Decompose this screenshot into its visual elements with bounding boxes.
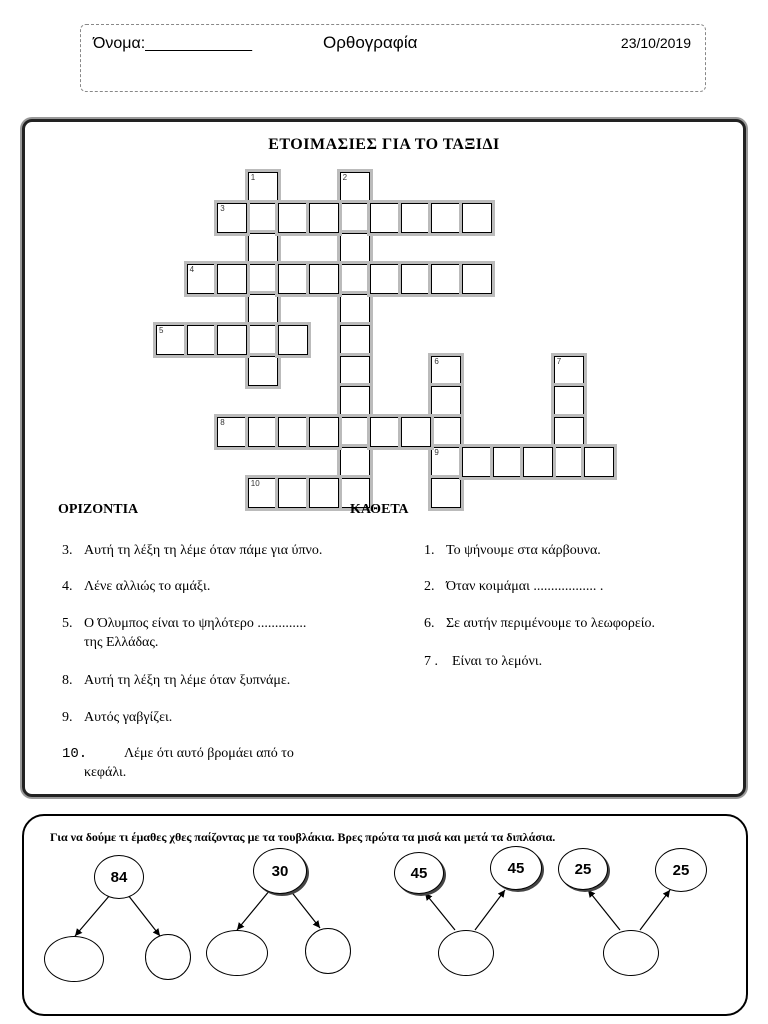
cell-number: 8 <box>220 417 225 427</box>
cell-number: 7 <box>556 356 562 366</box>
crossword-cell[interactable] <box>217 417 247 447</box>
clue-number: 4. <box>62 579 73 594</box>
answer-circle[interactable] <box>603 930 659 976</box>
crossword-cell[interactable] <box>187 325 217 355</box>
crossword-cell[interactable] <box>370 264 400 294</box>
crossword-cell[interactable] <box>462 203 492 233</box>
crossword-cell[interactable] <box>248 417 278 447</box>
crossword-cell[interactable] <box>340 386 370 416</box>
crossword-cell[interactable] <box>248 172 278 202</box>
crossword-cell[interactable] <box>431 386 461 416</box>
cell-number: 5 <box>159 326 164 335</box>
clue-number: 6. <box>424 616 435 631</box>
clue-across-5-cont <box>62 633 158 653</box>
crossword-cell[interactable] <box>248 478 278 508</box>
clue-across-5 <box>62 614 306 634</box>
clue-down-1 <box>424 541 601 561</box>
number-circle: 25 <box>655 848 707 892</box>
clue-text: Αυτή τη λέξη τη λέμε όταν ξυπνάμε. <box>84 673 291 688</box>
clue-number: 10. <box>62 746 88 762</box>
crossword-cell[interactable] <box>584 447 614 477</box>
crossword-cell[interactable] <box>217 264 247 294</box>
clue-across-10 <box>62 744 294 764</box>
crossword-cell[interactable] <box>278 325 308 355</box>
clue-across-3 <box>62 541 322 561</box>
crossword-cell[interactable] <box>340 294 370 324</box>
crossword-cell[interactable] <box>462 264 492 294</box>
clue-text: Αυτός γαβγίζει. <box>84 710 173 725</box>
crossword-cell[interactable] <box>248 294 278 324</box>
clue-text: Λέμε ότι αυτό βρομάει από το <box>124 746 294 761</box>
crossword-cell[interactable] <box>523 447 553 477</box>
clue-across-8 <box>62 671 290 691</box>
clue-text: Το ψήνουμε στα κάρβουνα. <box>446 543 601 558</box>
answer-circle[interactable] <box>305 928 351 974</box>
crossword-cell[interactable] <box>340 417 370 447</box>
crossword-cell[interactable] <box>309 417 339 447</box>
clue-text: Σε αυτήν περιμένουμε το λεωφορείο. <box>446 616 656 631</box>
down-heading: ΚΑΘΕΤΑ <box>350 502 409 517</box>
clue-across-4 <box>62 577 210 597</box>
clue-down-6 <box>424 614 655 634</box>
crossword-cell[interactable] <box>431 203 461 233</box>
crossword-cell[interactable] <box>340 447 370 477</box>
crossword-cell[interactable] <box>431 478 461 508</box>
clue-number: 5. <box>62 616 73 631</box>
number-circle: 45 <box>490 846 542 890</box>
clue-across-10-cont <box>84 763 126 783</box>
crossword-cell[interactable] <box>309 264 339 294</box>
number-circle: 45 <box>394 852 444 894</box>
crossword-cell[interactable] <box>462 447 492 477</box>
crossword-cell[interactable] <box>554 447 584 477</box>
crossword-cell[interactable] <box>431 356 461 386</box>
crossword-cell[interactable] <box>340 356 370 386</box>
crossword-cell[interactable] <box>248 264 278 294</box>
crossword-cell[interactable] <box>278 417 308 447</box>
cell-number: 10 <box>250 479 260 488</box>
clue-number: 7 . <box>424 654 438 669</box>
crossword-cell[interactable] <box>401 417 431 447</box>
crossword-cell[interactable] <box>248 233 278 263</box>
clue-text: Λένε αλλιώς το αμάξι. <box>84 579 211 594</box>
clue-down-2 <box>424 577 603 597</box>
crossword-cell[interactable] <box>309 478 339 508</box>
answer-circle[interactable] <box>145 934 191 980</box>
crossword-cell[interactable] <box>278 203 308 233</box>
crossword-cell[interactable] <box>248 203 278 233</box>
across-heading: ΟΡΙΖΟΝΤΙΑ <box>58 502 139 517</box>
crossword-cell[interactable] <box>401 203 431 233</box>
clue-number: 8. <box>62 673 73 688</box>
cell-number: 9 <box>434 448 439 458</box>
crossword-cell[interactable] <box>431 264 461 294</box>
answer-circle[interactable] <box>206 930 268 976</box>
crossword-cell[interactable] <box>278 478 308 508</box>
crossword-cell[interactable] <box>340 264 370 294</box>
crossword-cell[interactable] <box>370 203 400 233</box>
crossword-cell[interactable] <box>340 203 370 233</box>
clue-text: Είναι το λεμόνι. <box>452 654 543 669</box>
cell-number: 1 <box>250 173 256 182</box>
answer-circle[interactable] <box>44 936 104 982</box>
crossword-cell[interactable] <box>340 172 370 202</box>
crossword-cell[interactable] <box>431 447 461 477</box>
crossword-cell[interactable] <box>340 325 370 355</box>
name-field[interactable]: Όνομα:____________ <box>93 35 252 52</box>
crossword-cell[interactable] <box>156 325 186 355</box>
worksheet-title: Ορθογραφία <box>323 33 418 52</box>
crossword-cell[interactable] <box>248 325 278 355</box>
math-instruction: Για να δούμε τι έμαθες χθες παίζοντας με τα τουβλάκια. Βρες πρώτα τα μισά και μετά τα διπλάσια. <box>50 830 556 844</box>
cell-number: 2 <box>342 173 348 182</box>
crossword-cell[interactable] <box>554 356 584 386</box>
cell-number: 3 <box>220 203 225 213</box>
crossword-cell[interactable] <box>340 233 370 263</box>
crossword-cell[interactable] <box>309 203 339 233</box>
number-circle: 25 <box>558 848 608 890</box>
crossword-cell[interactable] <box>493 447 523 477</box>
clue-text: Αυτή τη λέξη τη λέμε όταν πάμε για ύπνο. <box>84 543 323 558</box>
cell-number: 6 <box>434 356 439 366</box>
crossword-cell[interactable] <box>431 417 461 447</box>
number-circle: 30 <box>253 848 307 894</box>
clue-number: 1. <box>424 543 435 558</box>
math-section <box>22 814 748 1016</box>
crossword-cell[interactable] <box>554 417 584 447</box>
clue-down-7 <box>424 652 542 672</box>
date-label: 23/10/2019 <box>620 35 691 51</box>
crossword-cell[interactable] <box>278 264 308 294</box>
clue-across-9 <box>62 708 172 728</box>
crossword-cell[interactable] <box>370 417 400 447</box>
crossword-cell[interactable] <box>248 356 278 386</box>
clue-number: 2. <box>424 579 435 594</box>
clue-text: της Ελλάδας. <box>84 635 159 650</box>
cell-number: 4 <box>189 264 195 274</box>
crossword-cell[interactable] <box>217 203 247 233</box>
clue-text: κεφάλι. <box>84 765 127 780</box>
clue-number: 3. <box>62 543 73 558</box>
clue-text: Ο Όλυμπος είναι το ψηλότερο .............. <box>84 616 307 631</box>
crossword-cell[interactable] <box>554 386 584 416</box>
crossword-cell[interactable] <box>217 325 247 355</box>
crossword-cell[interactable] <box>187 264 217 294</box>
number-circle: 84 <box>94 855 144 899</box>
clue-number: 9. <box>62 710 73 725</box>
crossword-title: ΕΤΟΙΜΑΣΙΕΣ ΓΙΑ ΤΟ ΤΑΞΙΔΙ <box>268 136 500 153</box>
clue-text: Όταν κοιμάμαι .................. . <box>446 579 604 594</box>
answer-circle[interactable] <box>438 930 494 976</box>
crossword-cell[interactable] <box>401 264 431 294</box>
